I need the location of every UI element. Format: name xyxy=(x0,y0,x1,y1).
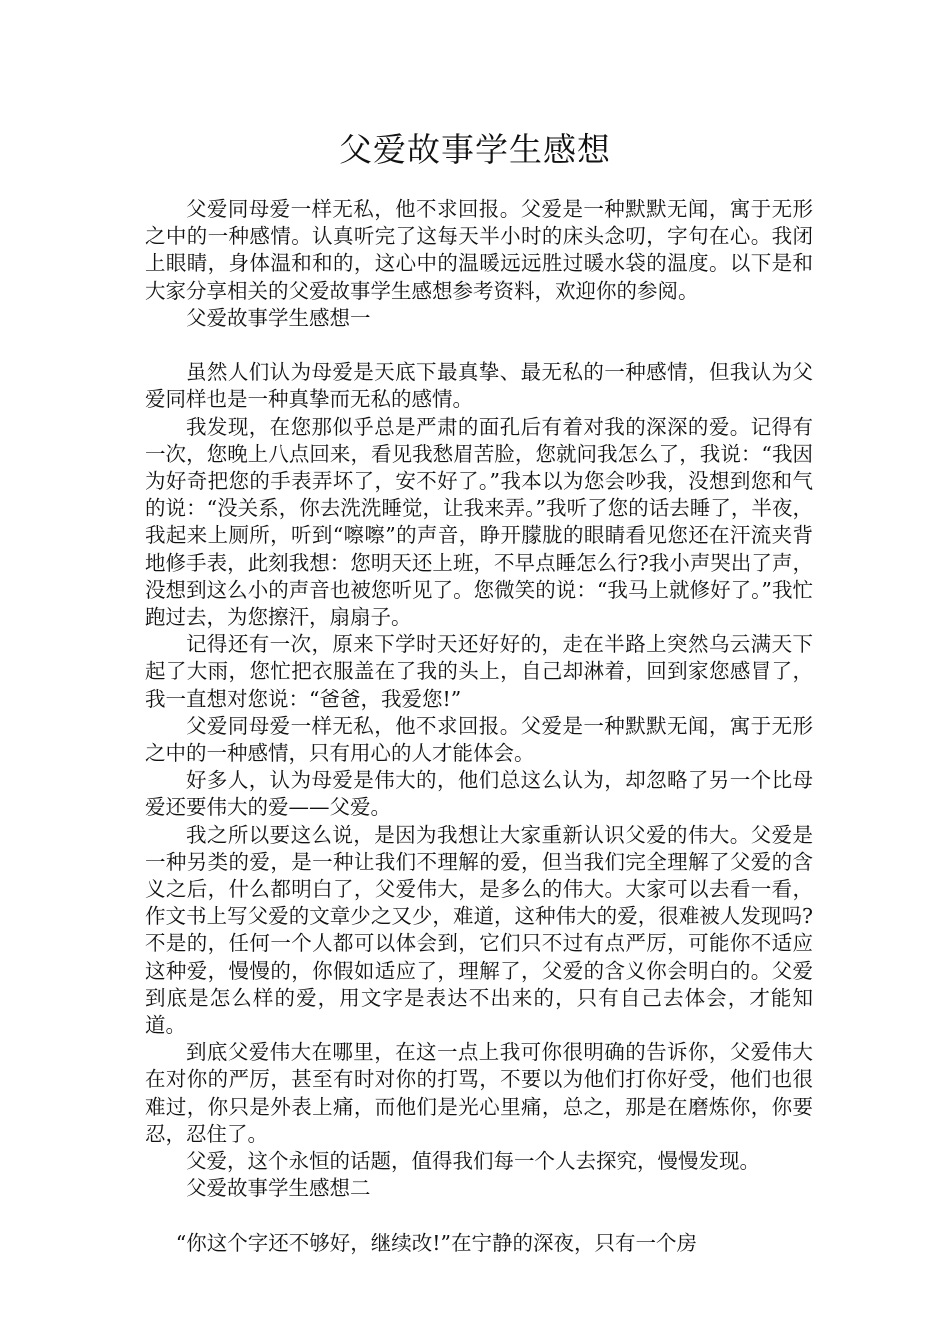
body-paragraph: 我之所以要这么说，是因为我想让大家重新认识父爱的伟大。父爱是一种另类的爱，是一种让我们不理解的爱，但当我们完全理解了父爱的含义之后，什么都明白了，父爱伟大，是多么的伟大。大家可以去看一看，作文书上写父爱的文章少之又少，难道，这种伟大的爱，很难被人发现吗?不是的，任何一个人都可以体会到，它们只不过有点严厉，可能你不适应这种爱，慢慢的，你假如适应了，理解了，父爱的含义你会明白的。父爱到底是怎么样的爱，用文字是表达不出来的，只有自己去体会，才能知道。 xyxy=(145,822,813,1038)
section-heading-2: 父爱故事学生感想二 xyxy=(186,1176,371,1201)
body-paragraph: “你这个字还不够好，继续改!”在宁静的深夜，只有一个房 xyxy=(175,1230,697,1255)
section-heading-1: 父爱故事学生感想一 xyxy=(186,305,371,330)
body-paragraph: 我发现，在您那似乎总是严肃的面孔后有着对我的深深的爱。记得有一次，您晚上八点回来，看见我愁眉苦脸，您就问我怎么了，我说：“我因为好奇把您的手表弄坏了，安不好了。”我本以为您会吵我，没想到您和气的说：“没关系，你去洗洗睡觉，让我来弄。”我听了您的话去睡了，半夜，我起来上厕所，听到“嚓嚓”的声音，睁开朦胧的眼睛看见您还在汗流夹背地修手表，此刻我想：您明天还上班，不早点睡怎么行?我小声哭出了声，没想到这么小的声音也被您听见了。您微笑的说：“我马上就修好了。”我忙跑过去，为您擦汗，扇扇子。 xyxy=(145,414,813,630)
body-paragraph: 父爱同母爱一样无私，他不求回报。父爱是一种默默无闻，寓于无形之中的一种感情，只有用心的人才能体会。 xyxy=(145,713,813,766)
intro-paragraph: 父爱同母爱一样无私，他不求回报。父爱是一种默默无闻，寓于无形之中的一种感情。认真听完了这每天半小时的床头念叨，字句在心。我闭上眼睛，身体温和和的，这心中的温暖远远胜过暖水袋的温度。以下是和大家分享相关的父爱故事学生感想参考资料，欢迎你的参阅。 xyxy=(145,197,813,303)
document-title: 父爱故事学生感想 xyxy=(339,130,611,169)
blank-line xyxy=(145,332,813,359)
blank-line xyxy=(145,1203,813,1230)
body-paragraph: 好多人，认为母爱是伟大的，他们总这么认为，却忽略了另一个比母爱还要伟大的爱——父爱。 xyxy=(145,768,813,820)
document-body xyxy=(145,196,813,1257)
body-paragraph: 虽然人们认为母爱是天底下最真挚、最无私的一种感情，但我认为父爱同样也是一种真挚而无私的感情。 xyxy=(145,360,813,412)
body-paragraph: 到底父爱伟大在哪里，在这一点上我可你很明确的告诉你，父爱伟大在对你的严厉，甚至有时对你的打骂，不要以为他们打你好受，他们也很难过，你只是外表上痛，而他们是光心里痛，总之，那是在磨炼你，你要忍，忍住了。 xyxy=(145,1040,813,1146)
body-paragraph: 记得还有一次，原来下学时天还好好的，走在半路上突然乌云满天下起了大雨，您忙把衣服盖在了我的头上，自己却淋着，回到家您感冒了，我一直想对您说：“爸爸，我爱您!” xyxy=(145,632,813,711)
body-paragraph: 父爱，这个永恒的话题，值得我们每一个人去探究，慢慢发现。 xyxy=(186,1149,760,1174)
